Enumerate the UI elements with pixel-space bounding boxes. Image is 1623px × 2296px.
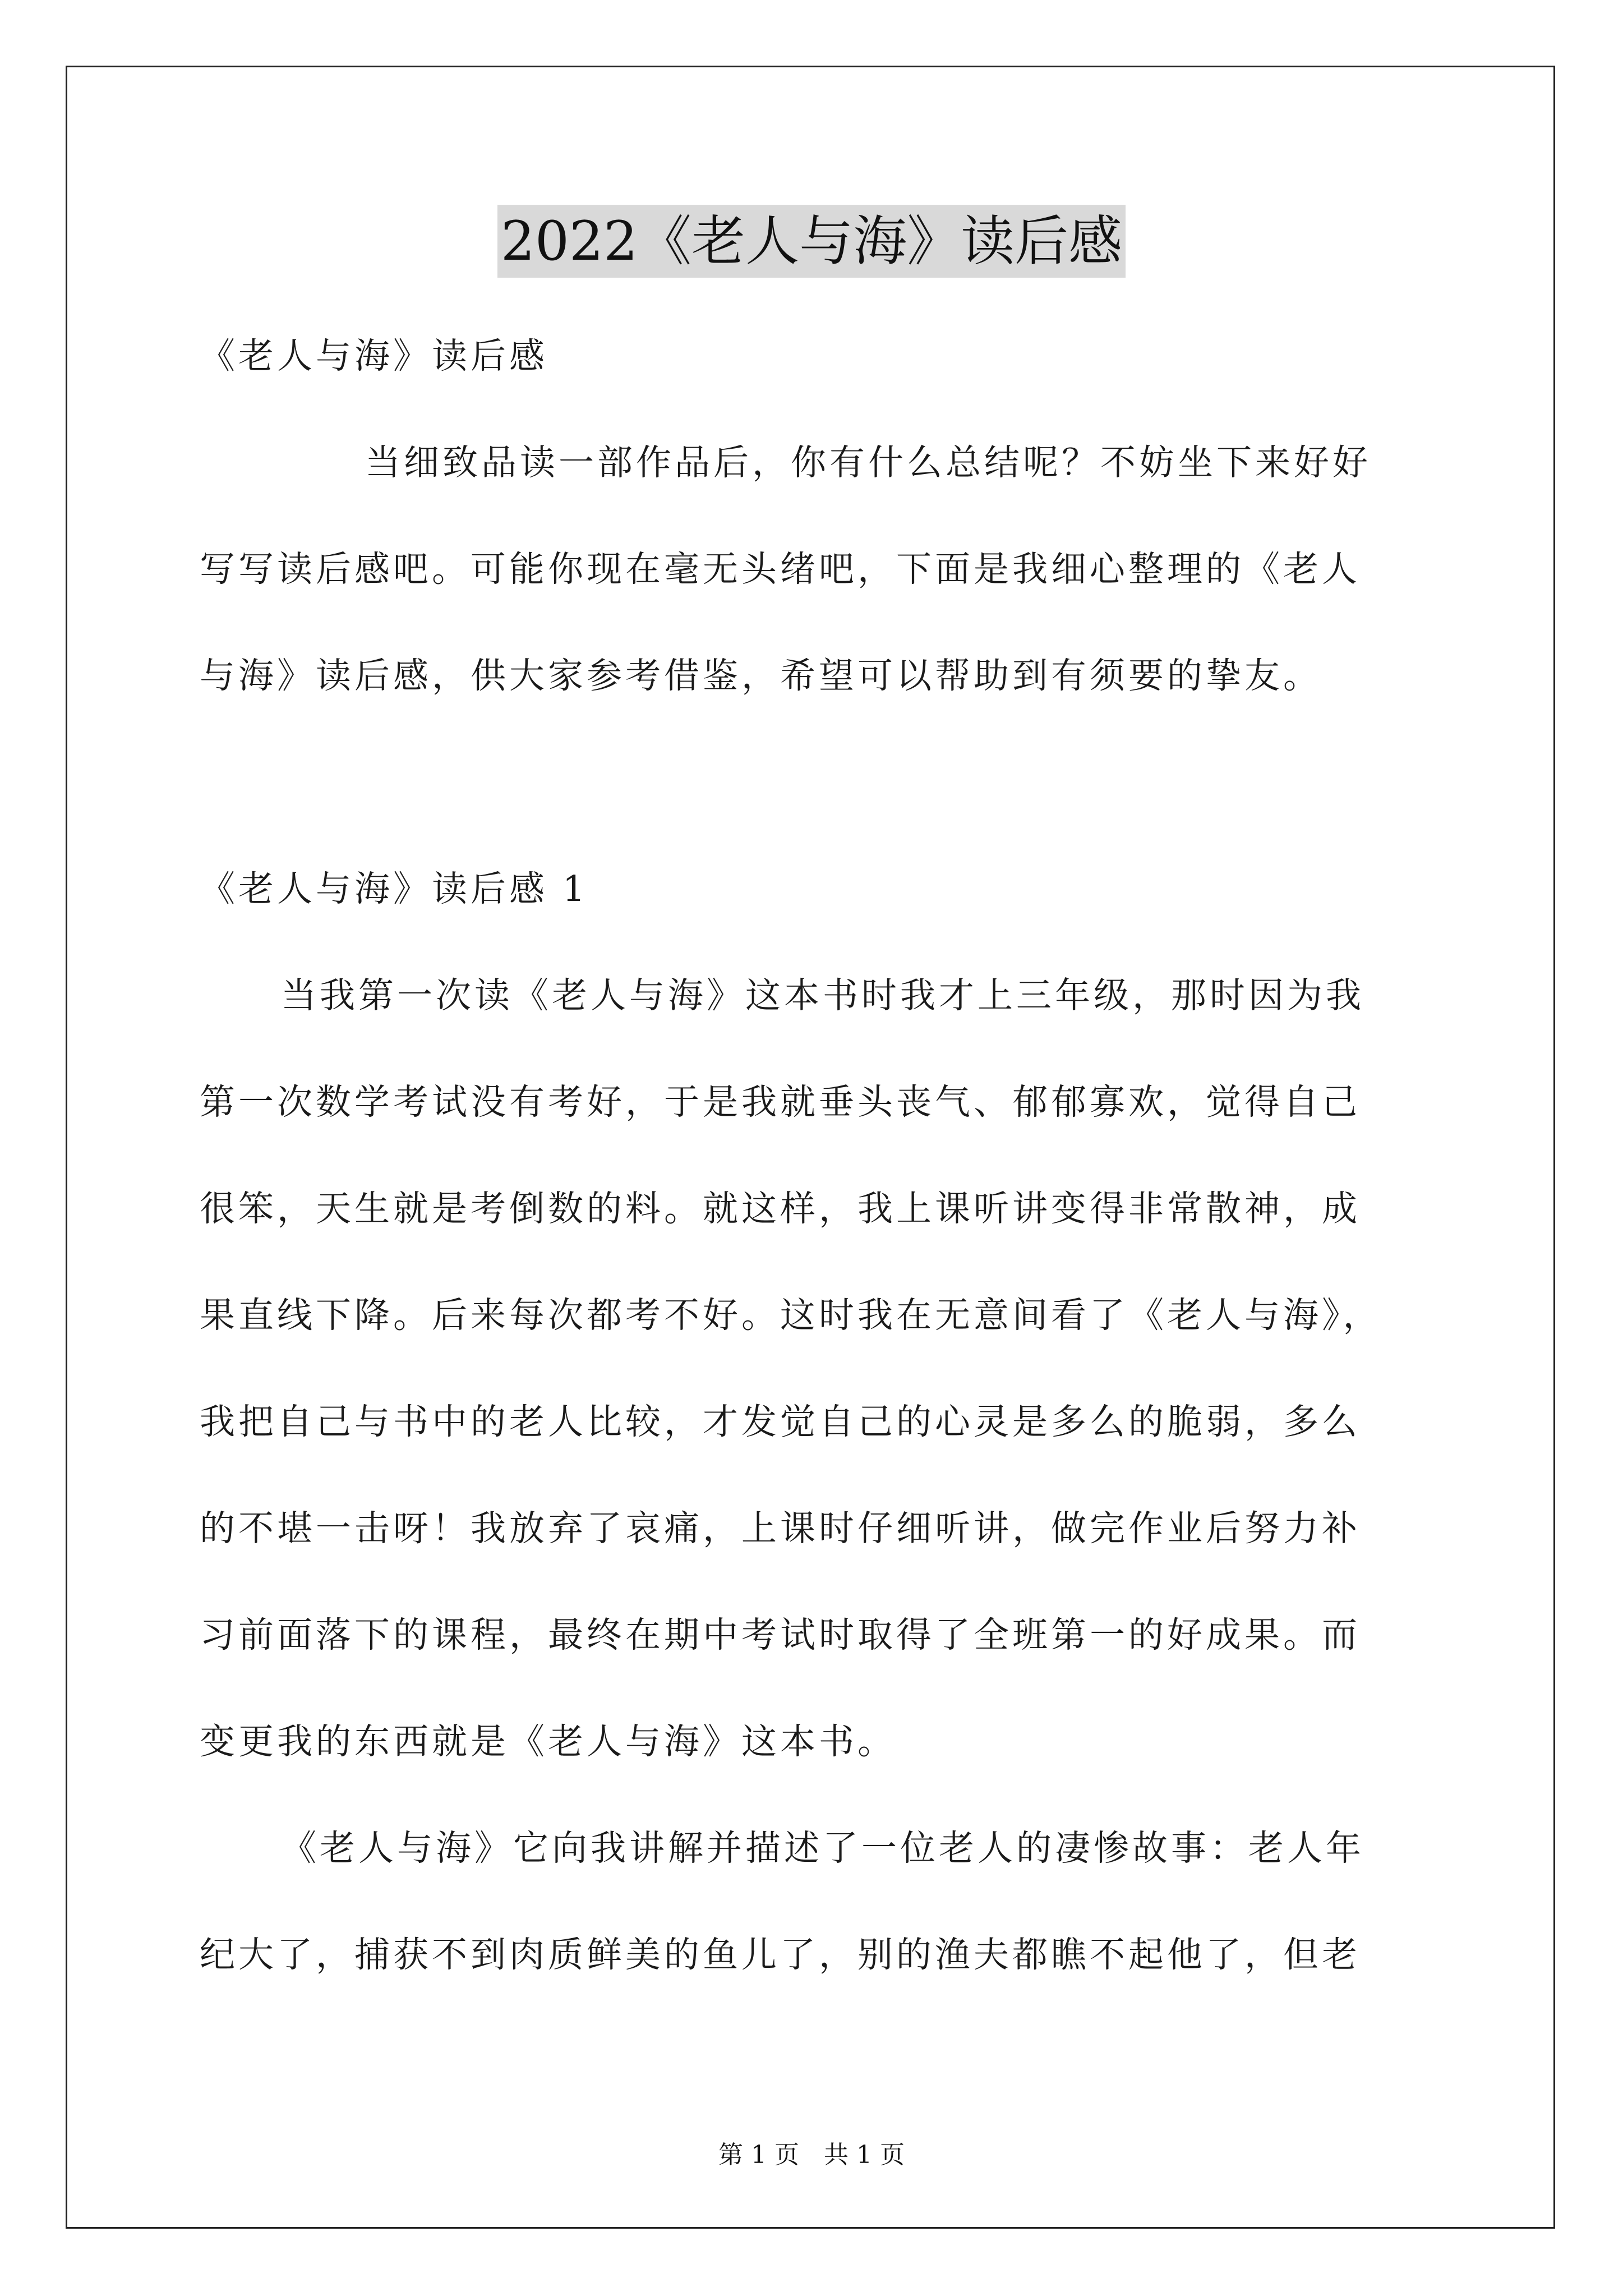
document-title: 2022《老人与海》读后感 <box>497 205 1126 278</box>
page-footer: 第 1 页 共 1 页 <box>718 2141 905 2169</box>
paragraph-line: 第一次数学考试没有考好，于是我就垂头丧气、郁郁寡欢，觉得自己 <box>200 1082 1361 1122</box>
paragraph-line: 《老人与海》它向我讲解并描述了一位老人的凄惨故事：老人年 <box>281 1828 1364 1869</box>
paragraph-line: 习前面落下的课程，最终在期中考试时取得了全班第一的好成果。而 <box>200 1614 1361 1655</box>
paragraph-line: 当细致品读一部作品后，你有什么总结呢？不妨坐下来好好 <box>365 442 1371 483</box>
title-wrap <box>0 205 1623 278</box>
paragraph-line: 变更我的东西就是《老人与海》这本书。 <box>200 1721 896 1762</box>
paragraph-line: 纪大了，捕获不到肉质鲜美的鱼儿了，别的渔夫都瞧不起他了，但老 <box>200 1934 1361 1975</box>
section-heading: 《老人与海》读后感 1 <box>200 868 589 909</box>
document-body <box>200 303 1433 2008</box>
paragraph-line: 与海》读后感，供大家参考借鉴，希望可以帮助到有须要的挚友。 <box>200 655 1322 696</box>
paragraph-line: 我把自己与书中的老人比较，才发觉自己的心灵是多么的脆弱，多么 <box>200 1401 1361 1442</box>
paragraph-line: 果直线下降。后来每次都考不好。这时我在无意间看了《老人与海》， <box>200 1295 1382 1336</box>
paragraph-line: 很笨，天生就是考倒数的料。就这样，我上课听讲变得非常散神，成 <box>200 1188 1361 1229</box>
section-heading: 《老人与海》读后感 <box>200 335 548 376</box>
paragraph-line: 的不堪一击呀！我放弃了哀痛，上课时仔细听讲，做完作业后努力补 <box>200 1508 1361 1549</box>
blank-line <box>200 729 1433 836</box>
paragraph-line: 写写读后感吧。可能你现在毫无头绪吧，下面是我细心整理的《老人 <box>200 549 1361 590</box>
paragraph-line: 当我第一次读《老人与海》这本书时我才上三年级，那时因为我 <box>281 975 1364 1016</box>
